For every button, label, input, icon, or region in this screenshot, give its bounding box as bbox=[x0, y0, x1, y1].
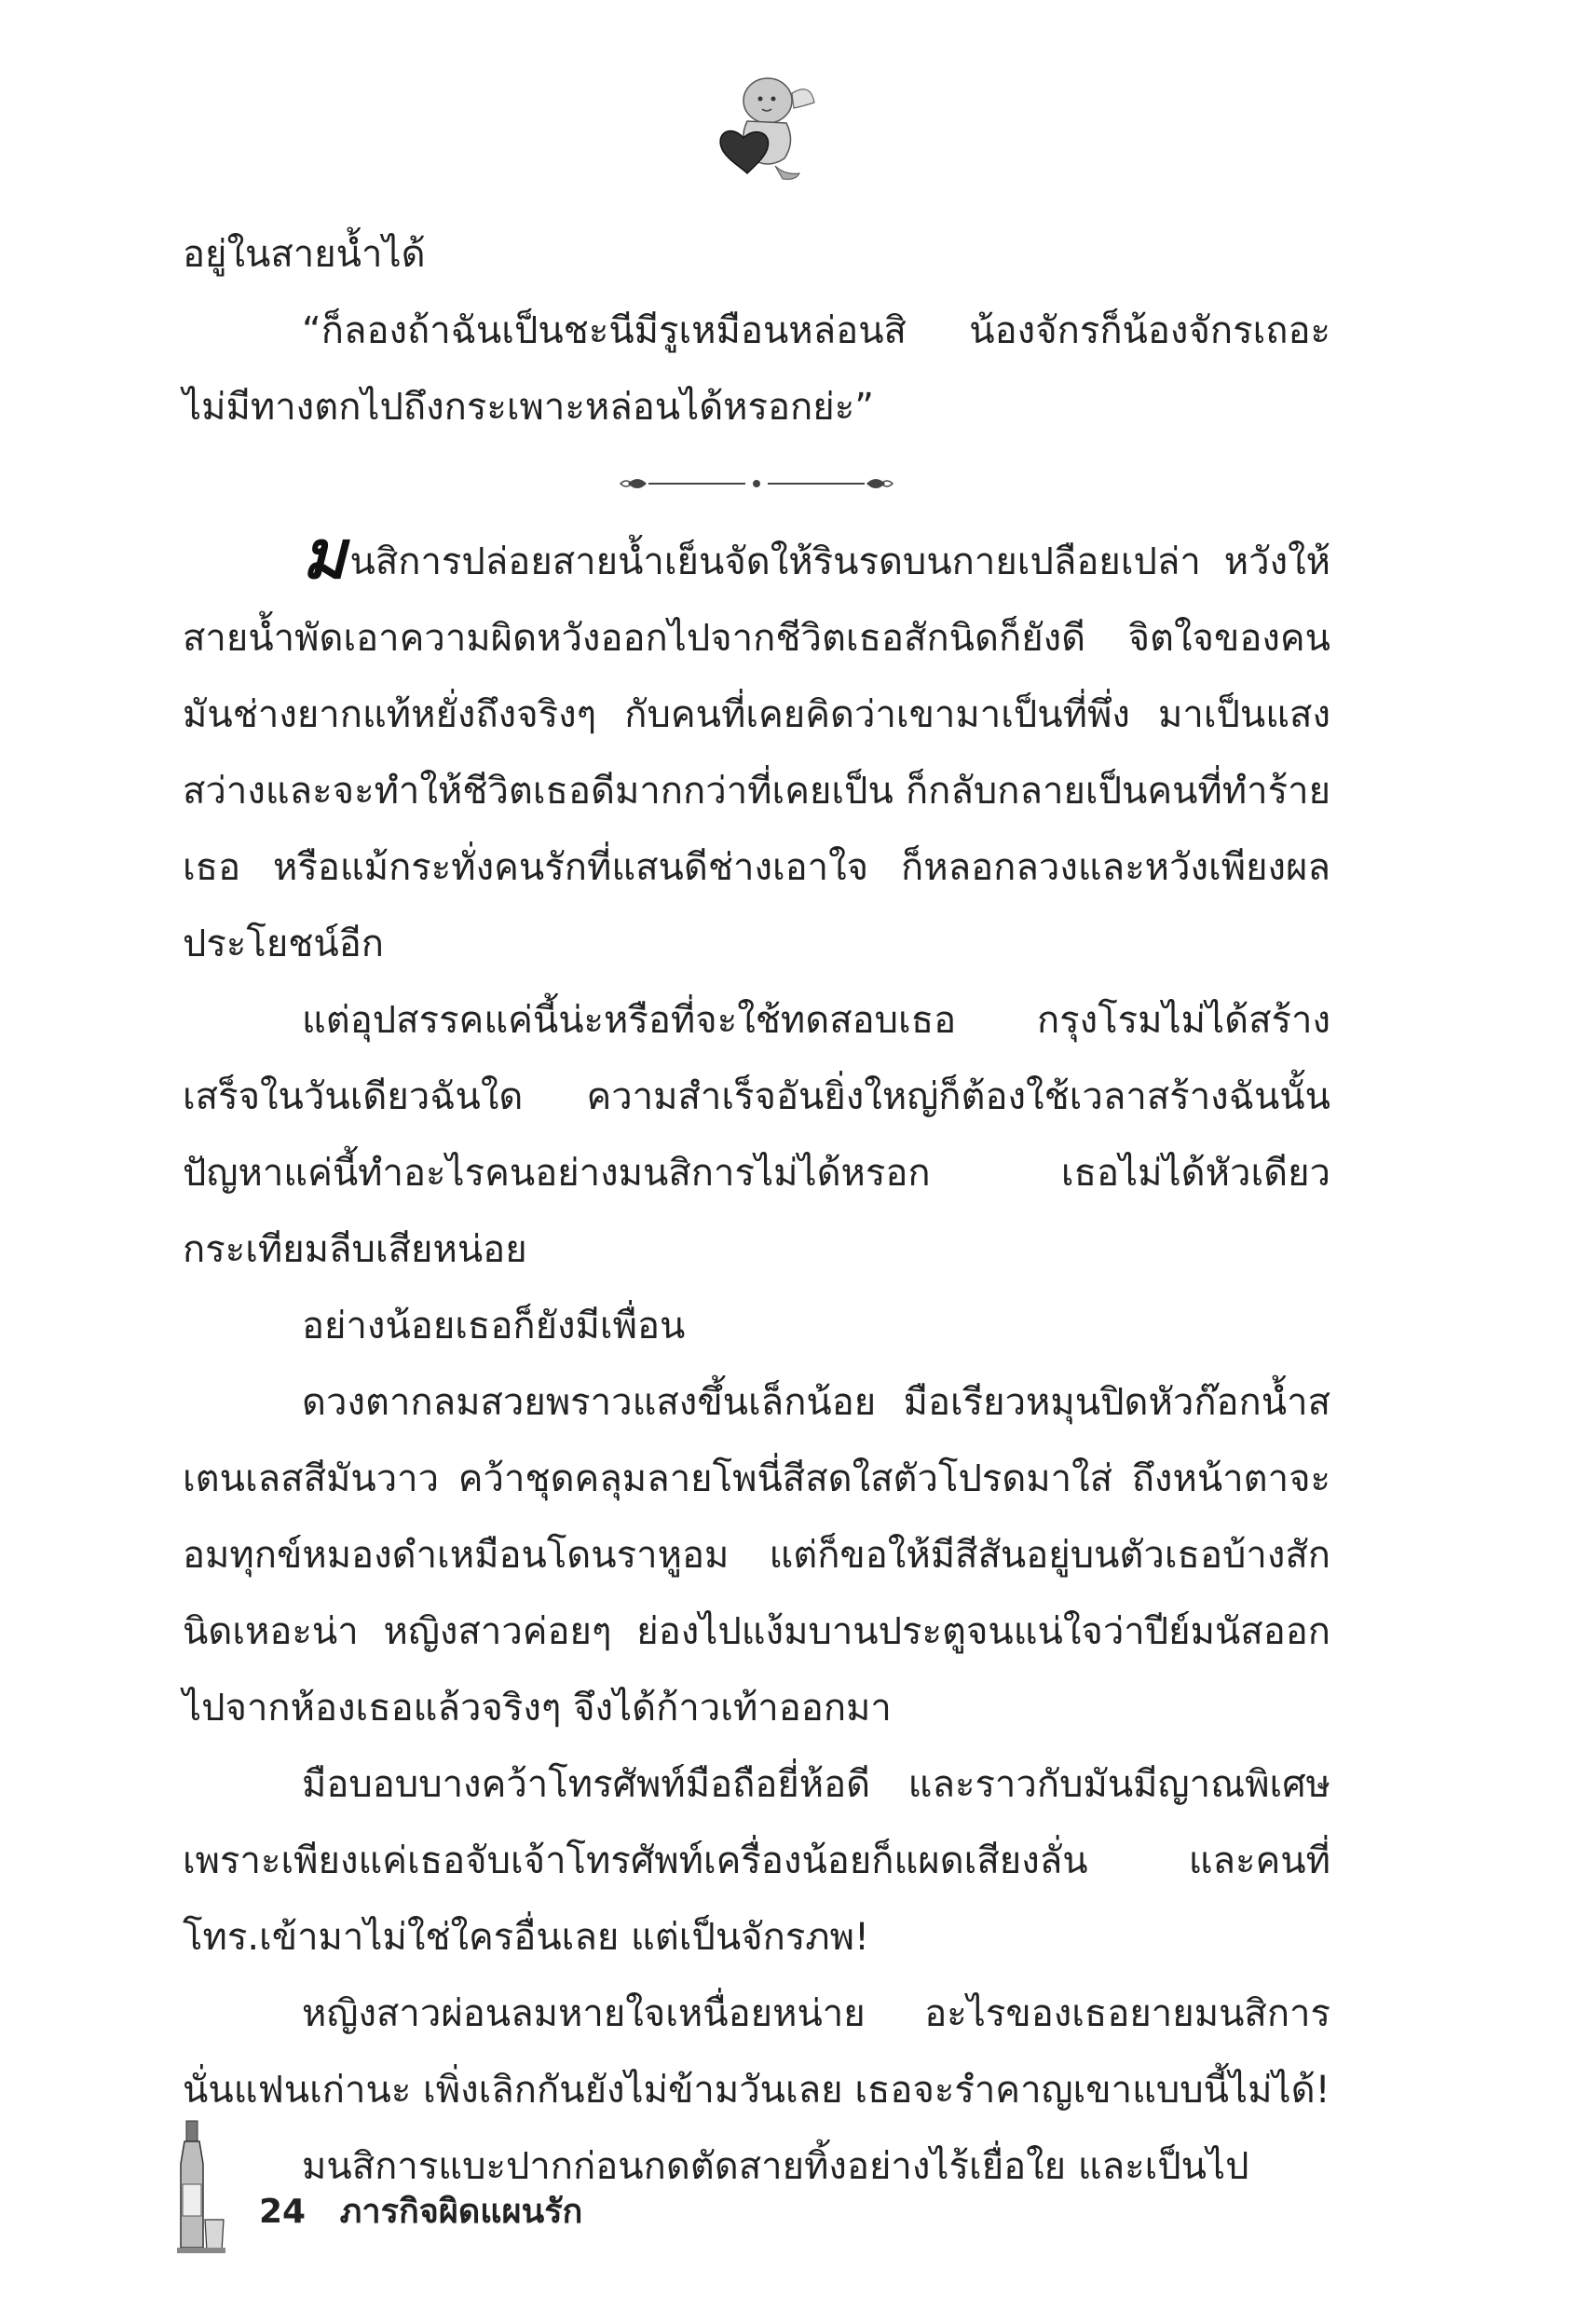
paragraph: มนสิการแบะปากก่อนกดตัดสายทิ้งอย่างไร้เยื่อใย และเป็นไป bbox=[302, 2145, 1249, 2188]
paragraph: อย่างน้อยเธอก็ยังมีเพื่อน bbox=[302, 1305, 686, 1347]
drop-cap: ม bbox=[302, 514, 347, 594]
book-title: ภารกิจผิดแผนรัก bbox=[339, 2193, 583, 2231]
bottle-glass-icon bbox=[171, 2117, 227, 2257]
paragraph: มือบอบบางคว้าโทรศัพท์มือถือยี่ห้อดี และราวกับมันมีญาณพิเศษเพราะเพียงแค่เธอจับเจ้าโทรศัพท์เครื่องน้อยก็แผดเสียงลั่น และคนที่โทร.เข้ามาไม่ใช่ใครอื่นเลย แต่เป็นจักรภพ! bbox=[183, 1763, 1330, 1959]
cupid-heart-icon bbox=[710, 65, 822, 186]
page-number: 24 bbox=[259, 2193, 307, 2231]
paragraph: ดวงตากลมสวยพราวแสงขึ้นเล็กน้อย มือเรียวหมุนปิดหัวก๊อกน้ำสเตนเลสสีมันวาว คว้าชุดคลุมลายโพนี่สีสดใสตัวโปรดมาใส่ ถึงหน้าตาจะอมทุกข์หมองดำเหมือนโดนราหูอม แต่ก็ขอให้มีสีสันอยู่บนตัวเธอบ้างสักนิดเหอะน่า หญิงสาวค่อยๆ ย่องไปแง้มบานประตูจนแน่ใจว่าปีย์มนัสออกไปจากห้องเธอแล้วจริงๆ จึงได้ก้าวเท้าออกมา bbox=[183, 1381, 1330, 1730]
page-footer bbox=[259, 2184, 582, 2237]
ornament-divider bbox=[183, 445, 1330, 522]
paragraph: หญิงสาวผ่อนลมหายใจเหนื่อยหน่าย อะไรของเธอยายมนสิการนั่นแฟนเก่านะ เพิ่งเลิกกันยังไม่ข้ามวันเลย เธอจะรำคาญเขาแบบนี้ไม่ได้! bbox=[183, 1992, 1330, 2112]
paragraph-dropcap bbox=[183, 514, 1330, 982]
ornament-divider-icon bbox=[617, 470, 896, 498]
paragraph-text: นสิการปล่อยสายน้ำเย็นจัดให้รินรดบนกายเปลือยเปล่า หวังให้สายน้ำพัดเอาความผิดหวังออกไปจากชีวิตเธอสักนิดก็ยังดี จิตใจของคนมันช่างยากแท้หยั่งถึงจริงๆ กับคนที่เคยคิดว่าเขามาเป็นที่พึ่ง มาเป็นแสงสว่างและจะทำให้ชีวิตเธอดีมากกว่าที่เคยเป็น ก็กลับกลายเป็นคนที่ทำร้ายเธอ หรือแม้กระทั่งคนรักที่แสนดีช่างเอาใจ ก็หลอกลวงและหวังเพียงผลประโยชน์อีก bbox=[183, 540, 1330, 965]
paragraph: แต่อุปสรรคแค่นี้น่ะหรือที่จะใช้ทดสอบเธอ กรุงโรมไม่ได้สร้างเสร็จในวันเดียวฉันใด ความสำเร็จอันยิ่งใหญ่ก็ต้องใช้เวลาสร้างฉันนั้น ปัญหาแค่นี้ทำอะไรคนอย่างมนสิการไม่ได้หรอก เธอไม่ได้หัวเดียวกระเทียมลีบเสียหน่อย bbox=[183, 999, 1330, 1271]
paragraph: “ก็ลองถ้าฉันเป็นชะนีมีรูเหมือนหล่อนสิ น้องจักรก็น้องจักรเถอะ ไม่มีทางตกไปถึงกระเพาะหล่อนได้หรอกย่ะ” bbox=[183, 309, 1330, 429]
body-text bbox=[183, 216, 1330, 2205]
paragraph: อยู่ในสายน้ำได้ bbox=[183, 233, 426, 276]
